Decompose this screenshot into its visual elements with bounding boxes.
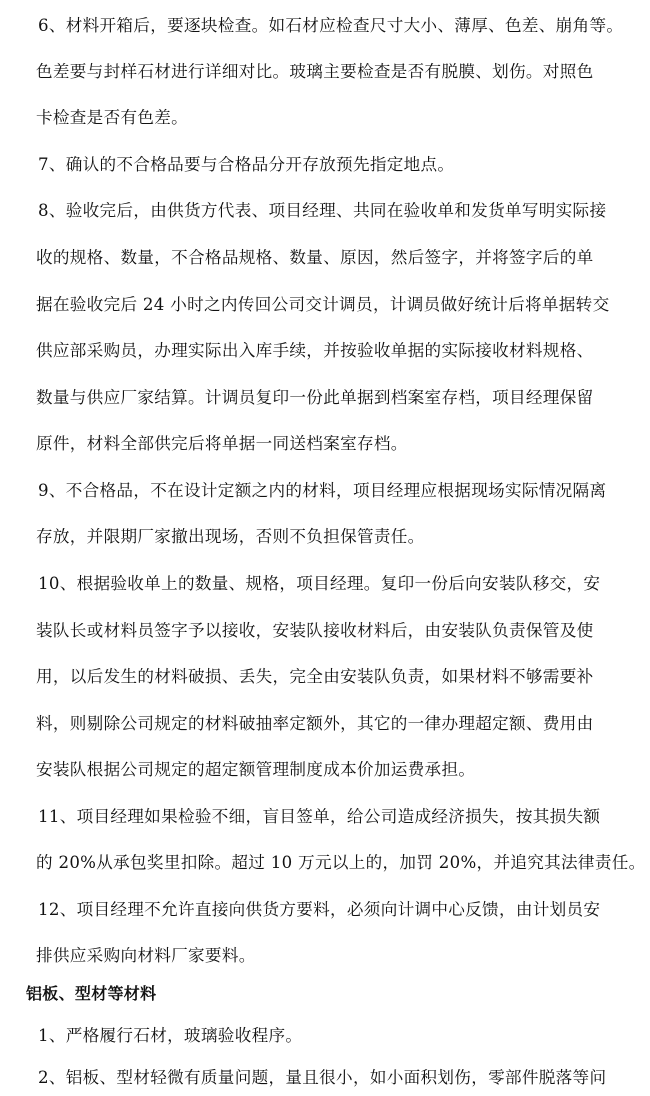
- paragraph-8-line-6: 原件，材料全部供完后将单据一同送档案室存档。: [36, 434, 408, 453]
- paragraph-10-line-1: 10、根据验收单上的数量、规格，项目经理。复印一份后向安装队移交，安: [38, 574, 601, 593]
- paragraph-10-line-4: 料，则剔除公司规定的材料破抽率定额外，其它的一律办理超定额、费用由: [36, 714, 594, 733]
- paragraph-8-line-5: 数量与供应厂家结算。计调员复印一份此单据到档案室存档，项目经理保留: [36, 388, 594, 407]
- paragraph-9-line-1: 9、不合格品，不在设计定额之内的材料，项目经理应根据现场实际情况隔离: [38, 481, 607, 500]
- paragraph-12-line-2: 排供应采购向材料厂家要料。: [36, 946, 256, 965]
- section-heading: 铝板、型材等材料: [26, 984, 157, 1003]
- paragraph-8-line-4: 供应部采购员，办理实际出入库手续，并按验收单据的实际接收材料规格、: [36, 341, 594, 360]
- paragraph-6-line-2: 色差要与封样石材进行详细对比。玻璃主要检查是否有脱膜、划伤。对照色: [36, 62, 594, 81]
- paragraph-9-line-2: 存放，并限期厂家撤出现场，否则不负担保管责任。: [36, 527, 425, 546]
- paragraph-12-line-1: 12、项目经理不允许直接向供货方要料，必须向计调中心反馈，由计划员安: [38, 900, 601, 919]
- section-item-2: 2、铝板、型材轻微有质量问题，量且很小，如小面积划伤，零部件脱落等问: [38, 1068, 607, 1087]
- paragraph-11-line-1: 11、项目经理如果检验不细，盲目签单，给公司造成经济损失，按其损失额: [38, 807, 601, 826]
- paragraph-10-line-3: 用，以后发生的材料破损、丢失，完全由安装队负责，如果材料不够需要补: [36, 667, 594, 686]
- paragraph-8-line-1: 8、验收完后，由供货方代表、项目经理、共同在验收单和发货单写明实际接: [38, 201, 607, 220]
- paragraph-8-line-2: 收的规格、数量，不合格品规格、数量、原因，然后签字，并将签字后的单: [36, 248, 594, 267]
- paragraph-6-line-1: 6、材料开箱后，要逐块检查。如石材应检查尺寸大小、薄厚、色差、崩角等。: [38, 16, 624, 35]
- paragraph-8-line-3: 据在验收完后 24 小时之内传回公司交计调员，计调员做好统计后将单据转交: [36, 295, 610, 314]
- paragraph-10-line-5: 安装队根据公司规定的超定额管理制度成本价加运费承担。: [36, 760, 476, 779]
- paragraph-10-line-2: 装队长或材料员签字予以接收，安装队接收材料后，由安装队负责保管及使: [36, 621, 594, 640]
- section-item-1: 1、严格履行石材，玻璃验收程序。: [38, 1026, 303, 1045]
- paragraph-11-line-2: 的 20%从承包奖里扣除。超过 10 万元以上的，加罚 20%，并追究其法律责任。: [36, 853, 646, 872]
- paragraph-6-line-3: 卡检查是否有色差。: [36, 108, 189, 127]
- paragraph-7: 7、确认的不合格品要与合格品分开存放预先指定地点。: [38, 155, 455, 174]
